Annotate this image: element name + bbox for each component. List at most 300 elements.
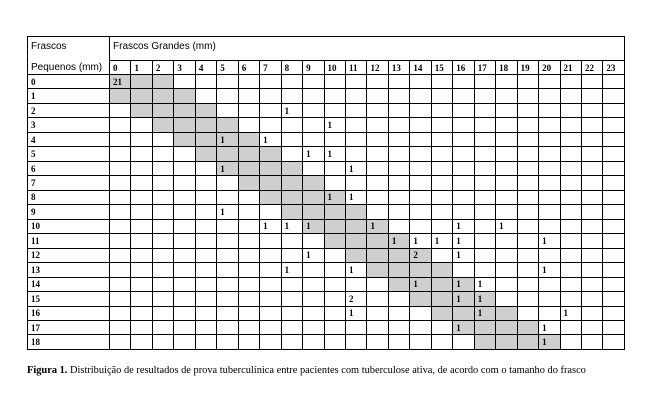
table-cell bbox=[131, 234, 152, 248]
table-cell bbox=[517, 132, 538, 146]
table-cell bbox=[110, 306, 131, 320]
table-cell bbox=[217, 320, 238, 334]
table-cell bbox=[431, 263, 452, 277]
table-cell bbox=[581, 320, 602, 334]
table-row bbox=[28, 277, 625, 291]
table-cell bbox=[367, 147, 388, 161]
col-header: 3 bbox=[174, 61, 195, 75]
table-cell bbox=[131, 263, 152, 277]
row-label: 0 bbox=[28, 75, 110, 89]
table-cell bbox=[431, 132, 452, 146]
table-cell bbox=[217, 118, 238, 132]
table-cell bbox=[238, 335, 259, 350]
table-cell bbox=[560, 190, 581, 204]
table-cell bbox=[152, 75, 173, 89]
table-cell bbox=[131, 190, 152, 204]
table-cell: 1 bbox=[453, 219, 474, 233]
table-cell bbox=[345, 335, 366, 350]
row-label: 14 bbox=[28, 277, 110, 291]
table-cell bbox=[431, 176, 452, 190]
table-cell bbox=[496, 75, 517, 89]
table-cell bbox=[581, 176, 602, 190]
table-cell bbox=[539, 118, 560, 132]
table-cell bbox=[195, 292, 216, 306]
table-cell bbox=[431, 320, 452, 334]
row-label: 9 bbox=[28, 205, 110, 219]
table-cell bbox=[431, 306, 452, 320]
table-cell bbox=[581, 89, 602, 103]
table-cell bbox=[603, 103, 625, 117]
table-cell bbox=[152, 219, 173, 233]
table-cell bbox=[560, 335, 581, 350]
table-cell bbox=[517, 263, 538, 277]
table-cell bbox=[238, 277, 259, 291]
table-cell bbox=[603, 190, 625, 204]
table-row bbox=[28, 320, 625, 334]
table-cell bbox=[260, 161, 281, 175]
table-cell bbox=[560, 147, 581, 161]
table-cell bbox=[539, 132, 560, 146]
table-cell bbox=[367, 161, 388, 175]
table-cell bbox=[345, 89, 366, 103]
table-cell bbox=[539, 161, 560, 175]
table-cell bbox=[367, 205, 388, 219]
table-cell bbox=[496, 306, 517, 320]
table-cell bbox=[217, 292, 238, 306]
table-cell bbox=[517, 89, 538, 103]
table-cell bbox=[174, 320, 195, 334]
table-cell bbox=[260, 118, 281, 132]
table-cell bbox=[195, 277, 216, 291]
table-cell bbox=[388, 277, 409, 291]
table-cell bbox=[324, 306, 345, 320]
table-cell bbox=[238, 161, 259, 175]
table-cell bbox=[560, 132, 581, 146]
table-cell bbox=[303, 320, 324, 334]
row-label: 7 bbox=[28, 176, 110, 190]
table-cell bbox=[453, 132, 474, 146]
table-cell: 1 bbox=[431, 234, 452, 248]
results-table bbox=[27, 36, 625, 350]
table-cell: 1 bbox=[324, 147, 345, 161]
table-cell bbox=[238, 103, 259, 117]
table-cell bbox=[260, 248, 281, 262]
table-cell bbox=[131, 335, 152, 350]
table-cell bbox=[388, 320, 409, 334]
table-cell bbox=[238, 306, 259, 320]
table-cell: 1 bbox=[539, 234, 560, 248]
corner-label: Frascos bbox=[28, 37, 110, 61]
table-cell bbox=[174, 176, 195, 190]
table-row bbox=[28, 248, 625, 262]
table-cell bbox=[217, 219, 238, 233]
table-cell bbox=[110, 234, 131, 248]
table-cell bbox=[281, 248, 302, 262]
table-cell bbox=[195, 320, 216, 334]
table-cell bbox=[324, 248, 345, 262]
table-row bbox=[28, 205, 625, 219]
table-cell bbox=[131, 161, 152, 175]
table-cell bbox=[345, 118, 366, 132]
table-row bbox=[28, 190, 625, 204]
table-cell bbox=[496, 320, 517, 334]
table-cell bbox=[281, 118, 302, 132]
table-cell bbox=[195, 147, 216, 161]
row-label: 3 bbox=[28, 118, 110, 132]
table-cell bbox=[539, 190, 560, 204]
table-cell: 1 bbox=[260, 132, 281, 146]
table-cell bbox=[560, 161, 581, 175]
table-cell: 1 bbox=[217, 205, 238, 219]
col-header: 15 bbox=[431, 61, 452, 75]
table-cell bbox=[195, 219, 216, 233]
table-cell bbox=[410, 89, 431, 103]
table-cell bbox=[453, 89, 474, 103]
table-cell: 1 bbox=[281, 219, 302, 233]
table-cell bbox=[474, 147, 495, 161]
table-cell bbox=[539, 219, 560, 233]
table-cell: 1 bbox=[345, 263, 366, 277]
table-cell bbox=[303, 263, 324, 277]
table-cell bbox=[152, 118, 173, 132]
table-cell bbox=[110, 118, 131, 132]
table-cell bbox=[110, 89, 131, 103]
table-cell bbox=[560, 219, 581, 233]
table-cell bbox=[453, 147, 474, 161]
table-cell bbox=[238, 234, 259, 248]
table-cell bbox=[453, 103, 474, 117]
table-cell bbox=[517, 306, 538, 320]
table-cell bbox=[496, 292, 517, 306]
table-cell bbox=[603, 219, 625, 233]
table-cell: 1 bbox=[217, 132, 238, 146]
table-cell bbox=[324, 234, 345, 248]
table-cell bbox=[603, 176, 625, 190]
table-cell bbox=[152, 176, 173, 190]
table-cell bbox=[367, 190, 388, 204]
table-cell bbox=[474, 205, 495, 219]
table-cell bbox=[110, 190, 131, 204]
col-header: 19 bbox=[517, 61, 538, 75]
table-cell bbox=[431, 277, 452, 291]
table-cell bbox=[260, 75, 281, 89]
table-cell bbox=[581, 248, 602, 262]
table-cell bbox=[474, 103, 495, 117]
table-cell bbox=[260, 190, 281, 204]
table-row bbox=[28, 89, 625, 103]
table-cell bbox=[560, 205, 581, 219]
table-cell bbox=[303, 161, 324, 175]
table-cell bbox=[560, 234, 581, 248]
table-cell bbox=[367, 132, 388, 146]
table-cell bbox=[110, 147, 131, 161]
table-cell bbox=[260, 306, 281, 320]
table-cell bbox=[281, 292, 302, 306]
table-cell bbox=[195, 234, 216, 248]
table-cell bbox=[581, 190, 602, 204]
table-cell bbox=[431, 147, 452, 161]
table-row bbox=[28, 161, 625, 175]
table-cell bbox=[517, 234, 538, 248]
table-cell bbox=[474, 234, 495, 248]
col-header: 18 bbox=[496, 61, 517, 75]
table-cell bbox=[324, 219, 345, 233]
row-label: 18 bbox=[28, 335, 110, 350]
table-cell bbox=[539, 248, 560, 262]
table-cell bbox=[603, 263, 625, 277]
table-cell bbox=[581, 205, 602, 219]
table-cell bbox=[410, 335, 431, 350]
table-cell bbox=[431, 292, 452, 306]
table-row bbox=[28, 118, 625, 132]
table-cell bbox=[238, 219, 259, 233]
table-cell: 1 bbox=[345, 306, 366, 320]
table-cell bbox=[174, 205, 195, 219]
table-cell bbox=[603, 277, 625, 291]
table-cell bbox=[410, 176, 431, 190]
table-cell bbox=[539, 277, 560, 291]
table-cell bbox=[603, 335, 625, 350]
table-cell bbox=[238, 248, 259, 262]
table-cell bbox=[431, 219, 452, 233]
table-cell bbox=[367, 306, 388, 320]
table-cell bbox=[238, 176, 259, 190]
table-cell bbox=[238, 75, 259, 89]
table-body bbox=[28, 75, 625, 350]
table-cell bbox=[603, 161, 625, 175]
table-cell bbox=[345, 147, 366, 161]
table-cell bbox=[388, 190, 409, 204]
table-cell bbox=[496, 234, 517, 248]
table-cell bbox=[560, 75, 581, 89]
table-cell bbox=[603, 205, 625, 219]
table-cell bbox=[152, 263, 173, 277]
table-cell bbox=[152, 234, 173, 248]
table-cell bbox=[517, 320, 538, 334]
table-cell bbox=[131, 277, 152, 291]
table-cell bbox=[431, 103, 452, 117]
table-cell: 1 bbox=[260, 219, 281, 233]
table-cell bbox=[195, 335, 216, 350]
row-label: 17 bbox=[28, 320, 110, 334]
table-cell bbox=[410, 205, 431, 219]
table-cell bbox=[238, 118, 259, 132]
table-cell bbox=[110, 103, 131, 117]
table-cell bbox=[238, 205, 259, 219]
col-header: 4 bbox=[195, 61, 216, 75]
table-cell: 1 bbox=[410, 234, 431, 248]
table-cell bbox=[260, 263, 281, 277]
table-cell bbox=[131, 219, 152, 233]
table-cell: 1 bbox=[281, 263, 302, 277]
table-cell bbox=[345, 176, 366, 190]
table-cell bbox=[260, 335, 281, 350]
row-label: 16 bbox=[28, 306, 110, 320]
table-cell bbox=[345, 205, 366, 219]
table-cell bbox=[110, 292, 131, 306]
table-cell bbox=[238, 190, 259, 204]
table-cell bbox=[410, 306, 431, 320]
table-cell bbox=[131, 103, 152, 117]
row-label: 5 bbox=[28, 147, 110, 161]
table-cell bbox=[195, 75, 216, 89]
table-cell bbox=[324, 161, 345, 175]
table-cell: 1 bbox=[303, 147, 324, 161]
table-cell bbox=[431, 248, 452, 262]
table-cell bbox=[131, 306, 152, 320]
table-cell bbox=[238, 89, 259, 103]
table-cell bbox=[217, 335, 238, 350]
table-cell bbox=[453, 161, 474, 175]
table-cell bbox=[474, 248, 495, 262]
table-cell bbox=[388, 335, 409, 350]
table-cell bbox=[603, 306, 625, 320]
table-cell: 1 bbox=[453, 277, 474, 291]
table-cell bbox=[152, 292, 173, 306]
table-cell bbox=[517, 75, 538, 89]
table-cell: 1 bbox=[303, 219, 324, 233]
table-cell: 1 bbox=[560, 306, 581, 320]
table-cell bbox=[131, 292, 152, 306]
table-cell bbox=[603, 234, 625, 248]
table-cell bbox=[367, 263, 388, 277]
table-cell: 1 bbox=[324, 190, 345, 204]
table-cell: 1 bbox=[453, 234, 474, 248]
table-cell bbox=[110, 176, 131, 190]
table-cell bbox=[217, 248, 238, 262]
table-cell: 1 bbox=[539, 263, 560, 277]
table-cell bbox=[410, 263, 431, 277]
row-label: 13 bbox=[28, 263, 110, 277]
table-row bbox=[28, 219, 625, 233]
table-cell bbox=[496, 277, 517, 291]
table-row bbox=[28, 147, 625, 161]
table-cell bbox=[560, 277, 581, 291]
table-cell bbox=[581, 75, 602, 89]
table-cell bbox=[431, 335, 452, 350]
table-cell bbox=[152, 132, 173, 146]
table-cell bbox=[517, 248, 538, 262]
table-cell bbox=[152, 306, 173, 320]
table-cell bbox=[496, 147, 517, 161]
col-header: 23 bbox=[603, 61, 625, 75]
table-cell bbox=[324, 89, 345, 103]
table-cell bbox=[281, 306, 302, 320]
table-cell bbox=[388, 248, 409, 262]
table-cell bbox=[517, 205, 538, 219]
table-cell bbox=[152, 248, 173, 262]
table-cell bbox=[303, 118, 324, 132]
table-cell bbox=[496, 205, 517, 219]
table-cell bbox=[217, 306, 238, 320]
table-cell bbox=[431, 75, 452, 89]
table-cell bbox=[303, 89, 324, 103]
col-header: 8 bbox=[281, 61, 302, 75]
table-cell bbox=[217, 190, 238, 204]
table-cell bbox=[152, 320, 173, 334]
table-cell bbox=[152, 335, 173, 350]
table-cell bbox=[453, 176, 474, 190]
table-cell bbox=[388, 161, 409, 175]
table-cell bbox=[195, 176, 216, 190]
col-header: 12 bbox=[367, 61, 388, 75]
table-cell: 2 bbox=[345, 292, 366, 306]
table-cell bbox=[496, 263, 517, 277]
table-cell bbox=[174, 234, 195, 248]
table-cell bbox=[367, 320, 388, 334]
table-cell bbox=[174, 75, 195, 89]
table-cell bbox=[345, 103, 366, 117]
table-cell bbox=[217, 75, 238, 89]
table-cell bbox=[303, 292, 324, 306]
table-cell bbox=[260, 277, 281, 291]
table-cell bbox=[131, 248, 152, 262]
table-cell bbox=[560, 176, 581, 190]
table-cell bbox=[217, 176, 238, 190]
table-cell bbox=[410, 190, 431, 204]
table-cell bbox=[539, 103, 560, 117]
table-cell bbox=[603, 147, 625, 161]
table-cell bbox=[474, 176, 495, 190]
table-cell bbox=[496, 190, 517, 204]
table-cell bbox=[431, 118, 452, 132]
table-cell bbox=[281, 205, 302, 219]
table-cell bbox=[539, 205, 560, 219]
table-cell bbox=[152, 277, 173, 291]
table-cell bbox=[410, 132, 431, 146]
table-cell bbox=[474, 118, 495, 132]
table-cell bbox=[174, 190, 195, 204]
col-group-label: Frascos Grandes (mm) bbox=[110, 37, 625, 61]
table-cell bbox=[324, 320, 345, 334]
table-cell bbox=[517, 219, 538, 233]
table-cell bbox=[195, 118, 216, 132]
table-cell: 1 bbox=[324, 118, 345, 132]
table-cell bbox=[496, 89, 517, 103]
table-cell bbox=[410, 219, 431, 233]
table-cell bbox=[388, 118, 409, 132]
table-cell: 1 bbox=[345, 161, 366, 175]
table-cell: 1 bbox=[303, 248, 324, 262]
table-cell bbox=[303, 277, 324, 291]
table-row bbox=[28, 234, 625, 248]
table-cell bbox=[474, 219, 495, 233]
table-cell: 2 bbox=[410, 248, 431, 262]
table-cell bbox=[517, 335, 538, 350]
col-header: 20 bbox=[539, 61, 560, 75]
table-cell bbox=[303, 75, 324, 89]
col-header: 2 bbox=[152, 61, 173, 75]
table-cell bbox=[131, 320, 152, 334]
table-cell bbox=[388, 103, 409, 117]
table-cell: 1 bbox=[345, 190, 366, 204]
table-cell bbox=[474, 132, 495, 146]
row-label: 6 bbox=[28, 161, 110, 175]
table-cell bbox=[431, 89, 452, 103]
table-cell bbox=[474, 335, 495, 350]
table-cell bbox=[410, 118, 431, 132]
table-cell: 1 bbox=[474, 306, 495, 320]
table-cell bbox=[474, 320, 495, 334]
table-cell bbox=[281, 335, 302, 350]
table-cell bbox=[195, 306, 216, 320]
table-cell bbox=[303, 190, 324, 204]
table-cell bbox=[581, 132, 602, 146]
table-cell bbox=[238, 320, 259, 334]
table-cell bbox=[603, 132, 625, 146]
table-cell bbox=[603, 320, 625, 334]
table-cell bbox=[281, 147, 302, 161]
